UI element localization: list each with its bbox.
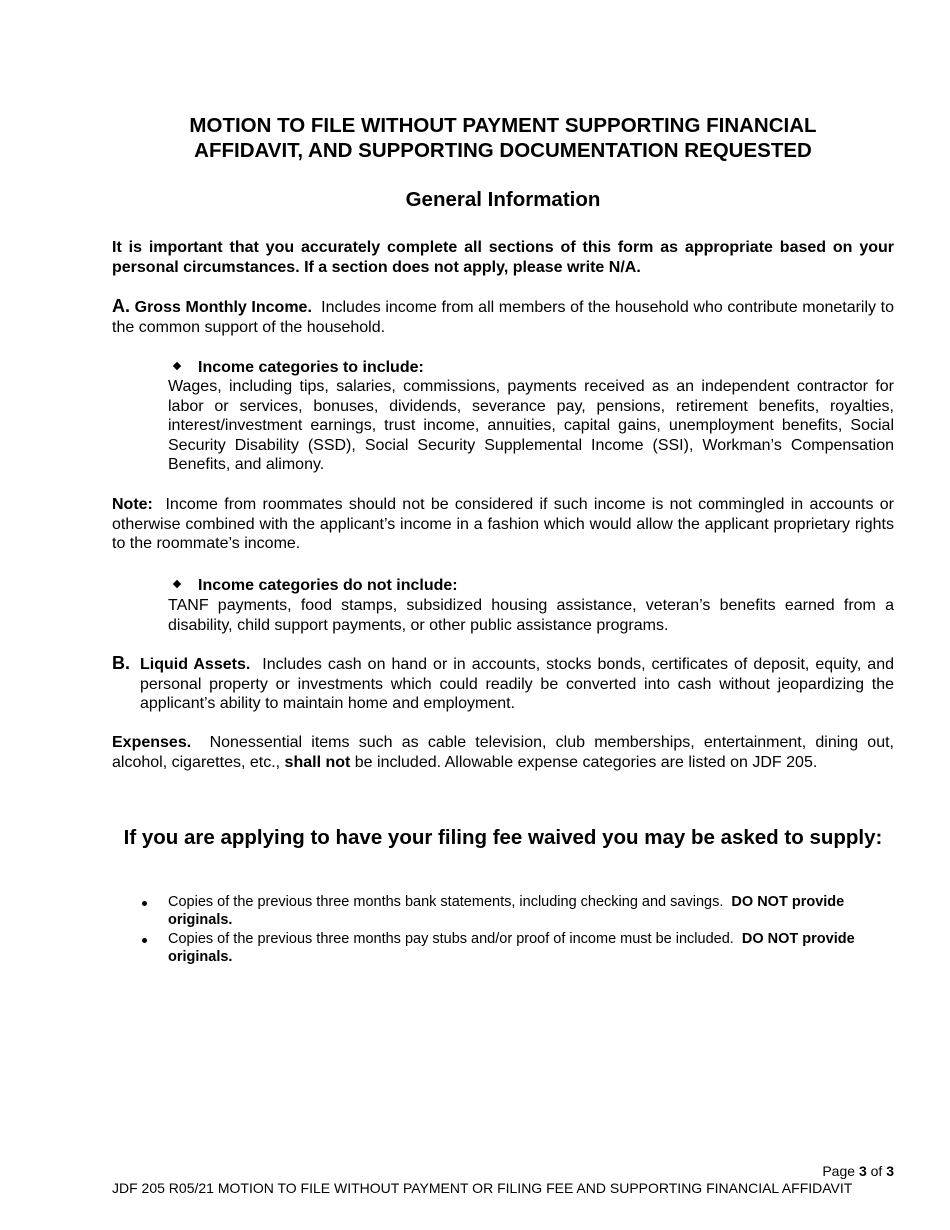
section-a-heading: Gross Monthly Income.	[134, 299, 312, 316]
document-title	[112, 113, 894, 163]
diamond-bullet-icon	[173, 580, 181, 588]
note-paragraph	[112, 495, 894, 554]
include-heading: Income categories to include:	[172, 358, 424, 378]
section-b-heading: Liquid Assets.	[140, 656, 251, 673]
intro-paragraph: It is important that you accurately complete all sections of this form as appropriate based on your personal circumstances. If a section does not apply, please write N/A.	[112, 239, 894, 276]
supply-list-item: Copies of the previous three months pay stubs and/or proof of income must be included. DO NOT provide originals.	[168, 931, 894, 966]
expenses-label: Expenses.	[112, 734, 192, 751]
bullet-dot-icon	[142, 938, 147, 943]
expenses-text-2: be included. Allowable expense categories are listed on JDF 205.	[354, 753, 818, 771]
expenses-emphasis: shall not	[284, 753, 351, 771]
footer-form-id: JDF 205 R05/21 MOTION TO FILE WITHOUT PAYMENT OR FILING FEE AND SUPPORTING FINANCIAL AFFIDAVIT	[112, 1180, 853, 1196]
exclude-heading: Income categories do not include:	[172, 576, 458, 596]
section-a-letter: A.	[112, 296, 130, 316]
include-text: Wages, including tips, salaries, commissions, payments received as an independent contractor for labor or services, bonuses, dividends, severance pay, pensions, retirement benefits, royalties, interest/investment earnings, trust income, annuities, capital gains, unemployment benefits, Social Security Disability (SSD), Social Security Supplemental Income (SSI), Workman’s Compensation Benefits, and alimony.	[168, 378, 894, 474]
title-line-2: AFFIDAVIT, AND SUPPORTING DOCUMENTATION REQUESTED	[194, 139, 812, 162]
supply-list-item: Copies of the previous three months bank statements, including checking and savings. DO NOT provide originals.	[168, 894, 894, 929]
section-b-text: Includes cash on hand or in accounts, stocks bonds, certificates of deposit, equity, and personal property or investments which could readily be converted into cash without jeopardizing the applicant’s ability to maintain home and employment.	[140, 656, 894, 713]
exclude-text: TANF payments, food stamps, subsidized housing assistance, veteran’s benefits earned from a disability, child support payments, or other public assistance programs.	[168, 597, 894, 634]
note-text: Income from roommates should not be considered if such income is not commingled in accounts or otherwise combined with the applicant’s income in a fashion which would allow the applicant proprietary rights to the roommate’s income.	[112, 496, 895, 553]
supply-heading: If you are applying to have your filing fee waived you may be asked to supply:	[123, 826, 883, 849]
section-b-letter: B.	[112, 653, 130, 673]
section-subtitle: General Information	[405, 188, 601, 211]
page-number: Page 3 of 3	[822, 1163, 894, 1179]
section-a-text: Includes income from all members of the household who contribute monetarily to the common support of the household.	[112, 299, 895, 336]
expenses-text-1: Nonessential items such as cable television, club memberships, entertainment, dining out, alcohol, cigarettes, etc.,	[112, 734, 894, 771]
section-a-paragraph	[112, 297, 894, 337]
expenses-paragraph	[112, 733, 894, 772]
title-line-1: MOTION TO FILE WITHOUT PAYMENT SUPPORTING FINANCIAL	[189, 114, 817, 137]
diamond-bullet-icon	[173, 362, 181, 370]
note-label: Note:	[112, 496, 153, 513]
bullet-dot-icon	[142, 901, 147, 906]
section-b-paragraph	[140, 655, 894, 714]
